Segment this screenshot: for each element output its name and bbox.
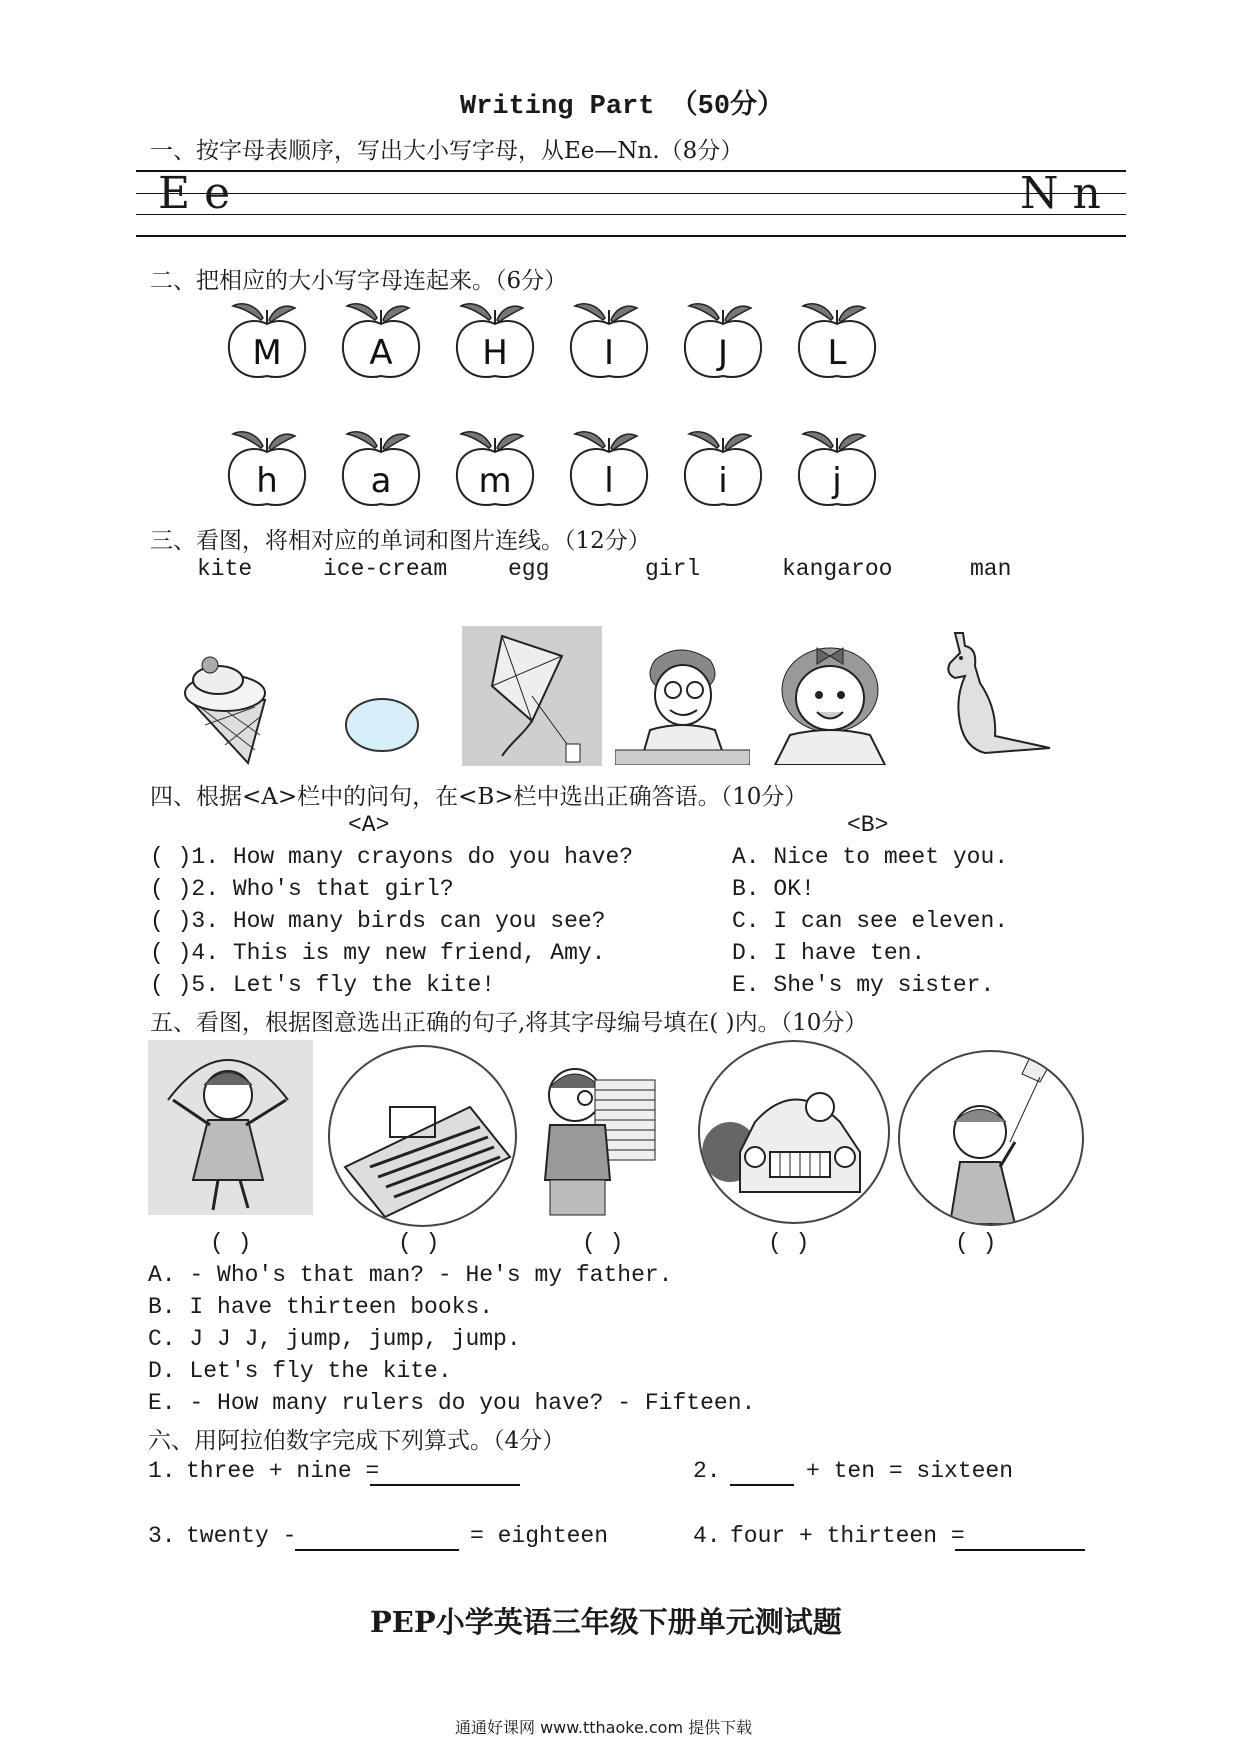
egg-picture (342, 695, 422, 755)
upper-apple-3[interactable] (453, 300, 537, 382)
lower-apple-5[interactable] (681, 428, 765, 510)
test-title: PEP小学英语三年级下册单元测试题 (370, 1605, 842, 1639)
writing-line-base (136, 214, 1126, 215)
upper-apple-1[interactable] (225, 300, 309, 382)
answer-e: E. She's my sister. (732, 972, 995, 998)
section5-instruction: 五、看图，根据图意选出正确的句子,将其字母编号填在( )内。（10分） (150, 1010, 868, 1036)
word-girl: girl (645, 556, 701, 582)
math-2-blank[interactable] (730, 1484, 794, 1486)
ice-cream-picture (170, 655, 280, 765)
option-c: C. J J J, jump, jump, jump. (148, 1326, 521, 1352)
section6-instruction: 六、用阿拉伯数字完成下列算式。（4分） (148, 1428, 566, 1454)
lower-apple-1[interactable] (225, 428, 309, 510)
question-1: ( )1. How many crayons do you have? (150, 844, 634, 870)
question-4: ( )4. This is my new friend, Amy. (150, 940, 606, 966)
lower-apple-6[interactable] (795, 428, 879, 510)
math-2-number: 2. (693, 1458, 721, 1484)
upper-apple-letter: J (717, 333, 729, 373)
car-father-picture (698, 1040, 890, 1224)
lower-apple-letter: h (256, 461, 278, 501)
girl-picture (765, 640, 895, 765)
upper-apple-2[interactable] (339, 300, 423, 382)
section1-instruction: 一、按字母表顺序，写出大小写字母，从Ee—Nn.（8分） (150, 138, 744, 164)
math-4-blank[interactable] (955, 1549, 1085, 1551)
word-ice-cream: ice-cream (323, 556, 448, 582)
upper-apple-letter: M (252, 333, 282, 373)
word-kite: kite (197, 556, 253, 582)
math-3-text-left: twenty - (186, 1523, 297, 1549)
writing-line-mid (136, 193, 1126, 194)
math-4-text: four + thirteen = (730, 1523, 965, 1549)
blank-pic-2[interactable]: ( ) (398, 1230, 440, 1256)
writing-line-top (136, 170, 1126, 172)
math-4-number: 4. (693, 1523, 721, 1549)
question-3: ( )3. How many birds can you see? (150, 908, 606, 934)
upper-apple-4[interactable] (567, 300, 651, 382)
word-man: man (970, 556, 1012, 582)
option-d: D. Let's fly the kite. (148, 1358, 452, 1384)
answer-d: D. I have ten. (732, 940, 926, 966)
word-egg: egg (508, 556, 550, 582)
answer-a: A. Nice to meet you. (732, 844, 1009, 870)
page-title: Writing Part （50分） (460, 92, 785, 122)
upper-apple-letter: A (369, 333, 393, 373)
blank-pic-5[interactable]: ( ) (955, 1230, 997, 1256)
books-boy-picture (525, 1060, 685, 1220)
upper-apple-letter: I (603, 333, 615, 373)
kangaroo-picture (925, 628, 1055, 763)
option-a: A. - Who's that man? - He's my father. (148, 1262, 673, 1288)
upper-apple-letter: L (827, 333, 847, 373)
math-2-text: + ten = sixteen (806, 1458, 1014, 1484)
math-3-blank[interactable] (295, 1549, 459, 1551)
option-b: B. I have thirteen books. (148, 1294, 494, 1320)
lower-apple-4[interactable] (567, 428, 651, 510)
column-a-label: <A> (348, 812, 390, 838)
start-letters: E e (158, 168, 231, 219)
kite-picture (462, 626, 602, 766)
writing-line-bottom (136, 235, 1126, 237)
section2-instruction: 二、把相应的大小写字母连起来。（6分） (150, 268, 568, 294)
blank-pic-4[interactable]: ( ) (768, 1230, 810, 1256)
question-2: ( )2. Who's that girl? (150, 876, 454, 902)
upper-apple-5[interactable] (681, 300, 765, 382)
kite-girl-picture (898, 1050, 1084, 1226)
upper-apple-6[interactable] (795, 300, 879, 382)
column-b-label: <B> (847, 812, 889, 838)
rulers-picture (328, 1045, 517, 1227)
footer-credit: 通通好课网 www.tthaoke.com 提供下载 (455, 1718, 753, 1737)
section4-instruction: 四、根据<A>栏中的问句，在<B>栏中选出正确答语。（10分） (150, 784, 808, 810)
option-e: E. - How many rulers do you have? - Fifteen. (148, 1390, 756, 1416)
math-3-number: 3. (148, 1523, 176, 1549)
lower-apple-2[interactable] (339, 428, 423, 510)
answer-c: C. I can see eleven. (732, 908, 1009, 934)
man-picture (615, 640, 750, 765)
math-1-number: 1. (148, 1458, 176, 1484)
math-1-blank[interactable] (370, 1484, 520, 1486)
math-1-text: three + nine = (186, 1458, 380, 1484)
upper-apple-letter: H (482, 333, 508, 373)
lower-apple-letter: l (604, 461, 614, 501)
answer-b: B. OK! (732, 876, 815, 902)
blank-pic-3[interactable]: ( ) (582, 1230, 624, 1256)
question-5: ( )5. Let's fly the kite! (150, 972, 496, 998)
section3-instruction: 三、看图，将相对应的单词和图片连线。（12分） (150, 528, 651, 554)
end-letters: N n (1020, 168, 1101, 219)
lower-apple-letter: j (832, 461, 842, 501)
blank-pic-1[interactable]: ( ) (210, 1230, 252, 1256)
math-3-text-right: = eighteen (470, 1523, 609, 1549)
lower-apple-3[interactable] (453, 428, 537, 510)
word-kangaroo: kangaroo (782, 556, 893, 582)
lower-apple-letter: a (370, 461, 392, 501)
lower-apple-letter: i (718, 461, 728, 501)
lower-apple-letter: m (478, 461, 512, 501)
jump-rope-girl-picture (148, 1040, 313, 1215)
